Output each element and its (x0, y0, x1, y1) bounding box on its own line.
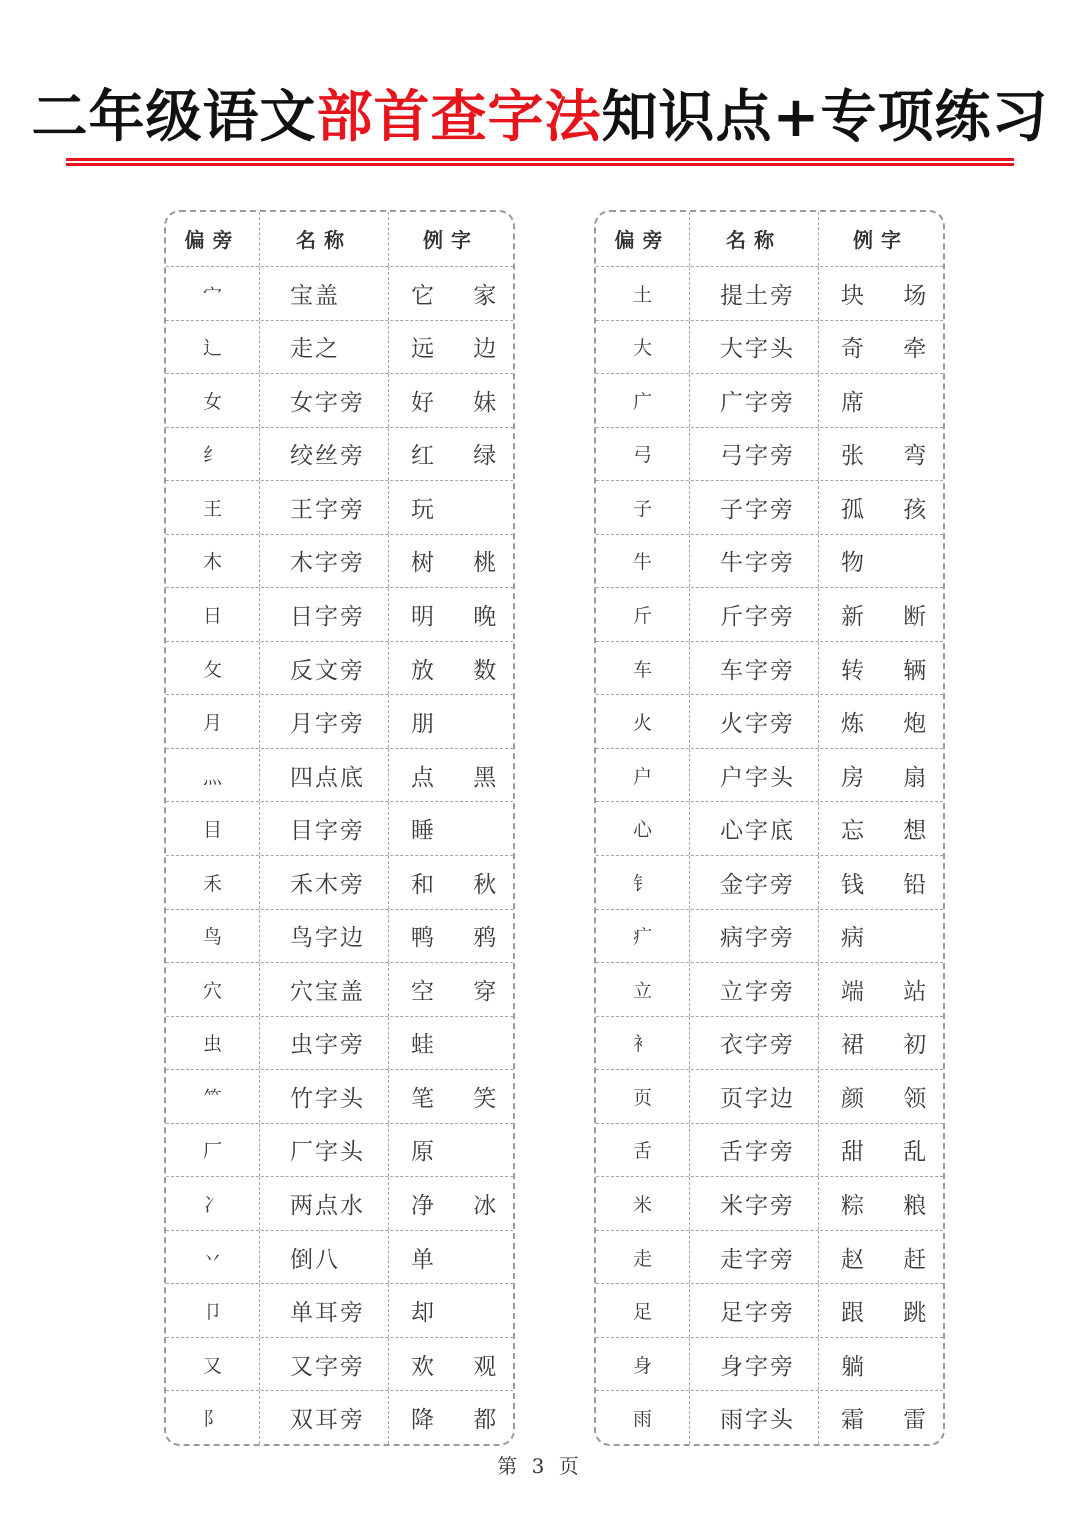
name-cell: 日字旁 (259, 588, 388, 641)
title-highlight: 部首查字法 (316, 85, 602, 150)
examples-cell: 霜 雷 (818, 1391, 943, 1444)
name-cell: 病字旁 (689, 910, 818, 963)
table-row (166, 641, 513, 695)
table-row (596, 694, 943, 748)
table-row (166, 427, 513, 481)
name-cell: 子字旁 (689, 481, 818, 534)
name-cell: 米字旁 (689, 1177, 818, 1230)
table-row (166, 1069, 513, 1123)
radical-cell: 大 (632, 337, 652, 360)
table-row (166, 320, 513, 374)
radical-cell: 广 (632, 390, 652, 413)
radical-cell: 火 (632, 712, 652, 735)
header-examples: 例字 (388, 212, 513, 266)
examples-cell: 笔 笑 (388, 1070, 513, 1123)
table-row (166, 1337, 513, 1391)
table-row (596, 480, 943, 534)
radical-cell: 灬 (202, 765, 222, 788)
radical-cell: 月 (202, 712, 222, 735)
name-cell: 页字边 (689, 1070, 818, 1123)
radical-cell: 疒 (632, 926, 652, 949)
radical-cell: 丷 (202, 1247, 222, 1270)
examples-cell: 却 (388, 1284, 513, 1337)
examples-cell: 点 黑 (388, 749, 513, 802)
examples-cell: 单 (388, 1231, 513, 1284)
table-row (166, 1123, 513, 1177)
name-cell: 竹字头 (259, 1070, 388, 1123)
name-cell: 木字旁 (259, 535, 388, 588)
radical-cell: 攵 (202, 658, 222, 681)
radical-cell: 米 (632, 1194, 652, 1217)
radical-cell: 走 (632, 1247, 652, 1270)
header-name: 名称 (689, 212, 818, 266)
examples-cell: 它 家 (388, 267, 513, 320)
name-cell: 户字头 (689, 749, 818, 802)
radical-cell: 子 (632, 497, 652, 520)
name-cell: 弓字旁 (689, 428, 818, 481)
radical-cell: 立 (632, 979, 652, 1002)
table-header-row (166, 212, 513, 266)
title-underline-bottom (66, 163, 1014, 166)
radical-cell: 宀 (202, 283, 222, 306)
table-row (596, 1069, 943, 1123)
radical-cell: 斤 (632, 605, 652, 627)
name-cell: 提土旁 (689, 267, 818, 320)
table-row (596, 534, 943, 588)
header-radical: 偏旁 (184, 228, 241, 253)
name-cell: 走之 (259, 321, 388, 374)
radical-cell: 土 (632, 283, 652, 306)
examples-cell: 孤 孩 (818, 481, 943, 534)
table-row (596, 962, 943, 1016)
radical-cell: 身 (632, 1354, 652, 1377)
name-cell: 立字旁 (689, 963, 818, 1016)
examples-cell: 张 弯 (818, 428, 943, 481)
table-row (596, 641, 943, 695)
table-row (596, 587, 943, 641)
radical-cell: 又 (202, 1354, 222, 1377)
table-row (166, 1016, 513, 1070)
name-cell: 衣字旁 (689, 1017, 818, 1070)
radical-cell: 雨 (632, 1408, 652, 1431)
examples-cell: 净 冰 (388, 1177, 513, 1230)
examples-cell: 病 (818, 910, 943, 963)
table-row (596, 1123, 943, 1177)
table-row (596, 266, 943, 320)
examples-cell: 颜 领 (818, 1070, 943, 1123)
examples-cell: 降 都 (388, 1391, 513, 1444)
radical-cell: 纟 (202, 444, 222, 467)
table-row (166, 1283, 513, 1337)
examples-cell: 忘 想 (818, 802, 943, 855)
table-row (166, 1390, 513, 1444)
table-row (596, 855, 943, 909)
examples-cell: 块 场 (818, 267, 943, 320)
examples-cell: 欢 观 (388, 1338, 513, 1391)
title-part2: 知识点+专项练习 (601, 85, 1049, 150)
examples-cell: 房 扇 (818, 749, 943, 802)
examples-cell: 躺 (818, 1338, 943, 1391)
name-cell: 鸟字边 (259, 910, 388, 963)
radical-cell: 日 (202, 605, 222, 627)
radical-table-left (164, 210, 515, 1446)
examples-cell: 赵 赶 (818, 1231, 943, 1284)
examples-cell: 玩 (388, 481, 513, 534)
table-header-row (596, 212, 943, 266)
examples-cell: 鸭 鸦 (388, 910, 513, 963)
radical-cell: 女 (202, 390, 222, 413)
radical-cell: 弓 (632, 444, 652, 467)
table-row (596, 909, 943, 963)
table-row (166, 480, 513, 534)
examples-cell: 原 (388, 1124, 513, 1177)
header-examples: 例字 (818, 212, 943, 266)
radical-cell: 牛 (632, 551, 652, 574)
examples-cell: 甜 乱 (818, 1124, 943, 1177)
table-row (166, 1230, 513, 1284)
radical-cell: 虫 (202, 1033, 222, 1056)
table-row (596, 1390, 943, 1444)
radical-cell: 目 (202, 819, 222, 842)
table-row (166, 1176, 513, 1230)
name-cell: 虫字旁 (259, 1017, 388, 1070)
name-cell: 绞丝旁 (259, 428, 388, 481)
radical-cell: 鸟 (202, 926, 222, 949)
name-cell: 王字旁 (259, 481, 388, 534)
radical-cell: 钅 (632, 872, 652, 895)
radical-cell: ⺮ (202, 1086, 222, 1109)
table-row (166, 855, 513, 909)
radical-cell: 衤 (632, 1033, 652, 1056)
name-cell: 斤字旁 (689, 588, 818, 641)
radical-cell: 车 (632, 658, 652, 681)
name-cell: 车字旁 (689, 642, 818, 695)
examples-cell: 跟 跳 (818, 1284, 943, 1337)
examples-cell: 和 秋 (388, 856, 513, 909)
name-cell: 穴宝盖 (259, 963, 388, 1016)
name-cell: 月字旁 (259, 695, 388, 748)
name-cell: 牛字旁 (689, 535, 818, 588)
radical-cell: 阝 (202, 1408, 222, 1431)
radical-cell: 页 (632, 1086, 652, 1109)
name-cell: 大字头 (689, 321, 818, 374)
table-row (166, 587, 513, 641)
table-row (596, 1230, 943, 1284)
name-cell: 走字旁 (689, 1231, 818, 1284)
name-cell: 目字旁 (259, 802, 388, 855)
table-row (596, 373, 943, 427)
examples-cell: 裙 初 (818, 1017, 943, 1070)
radical-cell: 舌 (632, 1140, 652, 1163)
examples-cell: 远 边 (388, 321, 513, 374)
name-cell: 心字底 (689, 802, 818, 855)
table-row (166, 694, 513, 748)
radical-cell: 户 (632, 765, 652, 788)
table-row (596, 320, 943, 374)
name-cell: 厂字头 (259, 1124, 388, 1177)
table-row (166, 534, 513, 588)
examples-cell: 放 数 (388, 642, 513, 695)
radical-cell: 穴 (202, 979, 222, 1002)
radical-cell: 辶 (202, 337, 222, 360)
radical-cell: 心 (632, 819, 652, 842)
table-row (596, 1176, 943, 1230)
examples-cell: 明 晚 (388, 588, 513, 641)
name-cell: 倒八 (259, 1231, 388, 1284)
name-cell: 又字旁 (259, 1338, 388, 1391)
examples-cell: 睡 (388, 802, 513, 855)
table-row (596, 801, 943, 855)
name-cell: 四点底 (259, 749, 388, 802)
name-cell: 宝盖 (259, 267, 388, 320)
radical-cell: 王 (202, 497, 222, 520)
table-row (596, 1283, 943, 1337)
name-cell: 金字旁 (689, 856, 818, 909)
name-cell: 两点水 (259, 1177, 388, 1230)
table-row (166, 373, 513, 427)
table-row (596, 427, 943, 481)
name-cell: 禾木旁 (259, 856, 388, 909)
radical-cell: 厂 (202, 1140, 222, 1163)
radical-table-right (594, 210, 945, 1446)
radical-cell: 禾 (202, 872, 222, 895)
examples-cell: 好 妹 (388, 374, 513, 427)
header-name: 名称 (259, 212, 388, 266)
title-underline-top (66, 158, 1014, 161)
table-row (166, 909, 513, 963)
examples-cell: 空 穿 (388, 963, 513, 1016)
examples-cell: 朋 (388, 695, 513, 748)
table-row (166, 266, 513, 320)
name-cell: 双耳旁 (259, 1391, 388, 1444)
radical-cell: 冫 (202, 1194, 222, 1217)
examples-cell: 炼 炮 (818, 695, 943, 748)
table-row (166, 748, 513, 802)
table-row (166, 962, 513, 1016)
examples-cell: 蛙 (388, 1017, 513, 1070)
examples-cell: 席 (818, 374, 943, 427)
title-part1: 二年级语文 (31, 85, 317, 150)
examples-cell: 端 站 (818, 963, 943, 1016)
page-title (0, 78, 1080, 158)
radical-cell: 木 (202, 551, 222, 574)
examples-cell: 转 辆 (818, 642, 943, 695)
name-cell: 身字旁 (689, 1338, 818, 1391)
name-cell: 雨字头 (689, 1391, 818, 1444)
name-cell: 足字旁 (689, 1284, 818, 1337)
name-cell: 火字旁 (689, 695, 818, 748)
radical-cell: 卩 (202, 1301, 222, 1324)
examples-cell: 奇 牵 (818, 321, 943, 374)
name-cell: 女字旁 (259, 374, 388, 427)
table-row (596, 1016, 943, 1070)
name-cell: 广字旁 (689, 374, 818, 427)
examples-cell: 粽 粮 (818, 1177, 943, 1230)
examples-cell: 新 断 (818, 588, 943, 641)
examples-cell: 树 桃 (388, 535, 513, 588)
header-radical: 偏旁 (614, 228, 671, 253)
name-cell: 单耳旁 (259, 1284, 388, 1337)
table-row (166, 801, 513, 855)
table-row (596, 1337, 943, 1391)
examples-cell: 物 (818, 535, 943, 588)
examples-cell: 钱 铅 (818, 856, 943, 909)
table-row (596, 748, 943, 802)
name-cell: 舌字旁 (689, 1124, 818, 1177)
examples-cell: 红 绿 (388, 428, 513, 481)
page-number: 第 3 页 (497, 1454, 583, 1478)
radical-cell: 足 (632, 1301, 652, 1324)
name-cell: 反文旁 (259, 642, 388, 695)
